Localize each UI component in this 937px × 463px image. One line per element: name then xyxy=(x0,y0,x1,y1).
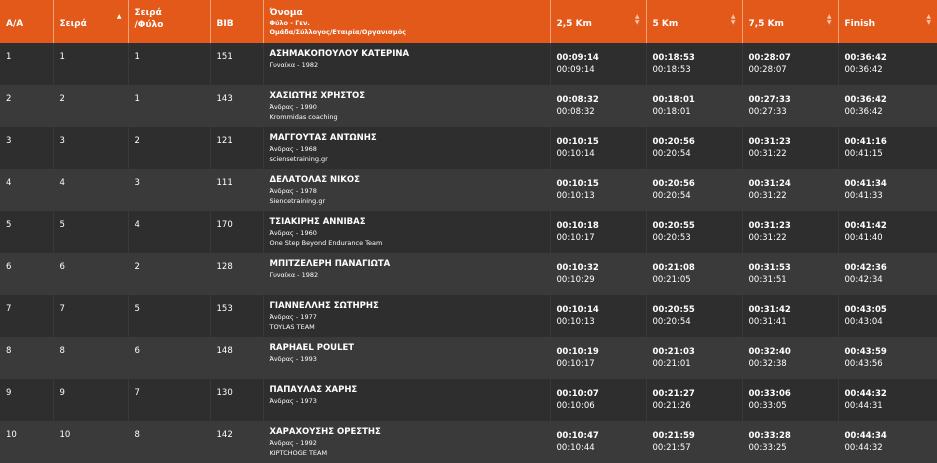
cell-finish: 00:41:42 00:41:40 xyxy=(838,211,937,253)
cell-aa: 6 xyxy=(0,253,53,295)
cell-split-5: 00:21:03 00:21:01 xyxy=(646,337,742,379)
cell-finish: 00:42:36 00:42:34 xyxy=(838,253,937,295)
sort-icon: ▲ ▼ xyxy=(730,13,736,26)
cell-name: ΧΑΣΙΩΤΗΣ ΧΡΗΣΤΟΣ Άνδρας - 1990 Krommidas coaching xyxy=(263,85,550,127)
col-header-km25[interactable]: 2,5 Km ▲ ▼ xyxy=(550,0,646,43)
cell-finish: 00:36:42 00:36:42 xyxy=(838,43,937,85)
cell-aa: 5 xyxy=(0,211,53,253)
table-row[interactable] xyxy=(0,337,937,379)
header-row xyxy=(0,0,937,43)
cell-seira-fylo: 7 xyxy=(128,379,210,421)
cell-split-75: 00:31:23 00:31:22 xyxy=(742,211,838,253)
cell-split-75: 00:27:33 00:27:33 xyxy=(742,85,838,127)
cell-split-75: 00:33:28 00:33:25 xyxy=(742,421,838,463)
cell-seira: 8 xyxy=(53,337,128,379)
sort-asc-icon: ▲ xyxy=(116,13,122,20)
cell-aa: 10 xyxy=(0,421,53,463)
cell-split-5: 00:18:01 00:18:01 xyxy=(646,85,742,127)
cell-finish: 00:43:05 00:43:04 xyxy=(838,295,937,337)
cell-seira: 1 xyxy=(53,43,128,85)
runner-name[interactable]: ΧΑΡΑΧΟΥΣΗΣ ΟΡΕΣΤΗΣ xyxy=(269,427,381,437)
cell-split-25: 00:10:15 00:10:14 xyxy=(550,127,646,169)
cell-split-5: 00:18:53 00:18:53 xyxy=(646,43,742,85)
cell-split-25: 00:10:07 00:10:06 xyxy=(550,379,646,421)
cell-split-25: 00:09:14 00:09:14 xyxy=(550,43,646,85)
cell-seira: 6 xyxy=(53,253,128,295)
cell-finish: 00:44:32 00:44:31 xyxy=(838,379,937,421)
cell-finish: 00:43:59 00:43:56 xyxy=(838,337,937,379)
cell-split-75: 00:31:42 00:31:41 xyxy=(742,295,838,337)
runner-name[interactable]: ΜΑΓΓΟΥΤΑΣ ΑΝΤΩΝΗΣ xyxy=(269,133,377,143)
cell-seira-fylo: 8 xyxy=(128,421,210,463)
runner-name[interactable]: RAPHAEL POULET xyxy=(269,343,355,353)
col-header-seira[interactable]: Σειρά ▲ xyxy=(53,0,128,43)
col-header-seira-fylo[interactable]: Σειρά /Φύλο xyxy=(128,0,210,43)
cell-name: ΤΣΙΑΚΙΡΗΣ ΑΝΝΙΒΑΣ Άνδρας - 1960 One Step Beyond Endurance Team xyxy=(263,211,550,253)
cell-split-25: 00:10:14 00:10:13 xyxy=(550,295,646,337)
cell-name: ΧΑΡΑΧΟΥΣΗΣ ΟΡΕΣΤΗΣ Άνδρας - 1992 KIPTCHOGE TEAM xyxy=(263,421,550,463)
cell-split-75: 00:32:40 00:32:38 xyxy=(742,337,838,379)
col-header-aa[interactable]: Α/Α xyxy=(0,0,53,43)
cell-bib: 121 xyxy=(210,127,263,169)
cell-aa: 4 xyxy=(0,169,53,211)
cell-seira: 4 xyxy=(53,169,128,211)
cell-bib: 170 xyxy=(210,211,263,253)
cell-split-5: 00:20:56 00:20:54 xyxy=(646,169,742,211)
table-row[interactable] xyxy=(0,169,937,211)
cell-split-25: 00:10:32 00:10:29 xyxy=(550,253,646,295)
col-header-name[interactable]: Όνομα Φύλο - Γεν. Ομάδα/Σύλλογος/Εταιρία/Οργανισμός xyxy=(263,0,550,43)
sort-icon: ▲ ▼ xyxy=(926,13,931,26)
table-row[interactable] xyxy=(0,211,937,253)
runner-name[interactable]: ΔΕΛΑΤΟΛΑΣ ΝΙΚΟΣ xyxy=(269,175,360,185)
runner-name[interactable]: ΓΙΑΝΝΕΛΛΗΣ ΣΩΤΗΡΗΣ xyxy=(269,301,379,311)
cell-finish: 00:44:34 00:44:32 xyxy=(838,421,937,463)
cell-split-75: 00:31:53 00:31:51 xyxy=(742,253,838,295)
runner-name[interactable]: ΜΠΙΤΖΕΛΕΡΗ ΠΑΝΑΓΙΩΤΑ xyxy=(269,259,391,269)
runner-name[interactable]: ΤΣΙΑΚΙΡΗΣ ΑΝΝΙΒΑΣ xyxy=(269,217,366,227)
cell-name: ΜΑΓΓΟΥΤΑΣ ΑΝΤΩΝΗΣ Άνδρας - 1968 sciensetraining.gr xyxy=(263,127,550,169)
cell-aa: 1 xyxy=(0,43,53,85)
cell-bib: 142 xyxy=(210,421,263,463)
cell-split-5: 00:21:27 00:21:26 xyxy=(646,379,742,421)
cell-split-75: 00:31:23 00:31:22 xyxy=(742,127,838,169)
cell-seira: 10 xyxy=(53,421,128,463)
cell-seira-fylo: 5 xyxy=(128,295,210,337)
runner-name[interactable]: ΠΑΠΑΥΛΑΣ ΧΑΡΗΣ xyxy=(269,385,358,395)
cell-name: RAPHAEL POULET Άνδρας - 1993 xyxy=(263,337,550,379)
table-row[interactable] xyxy=(0,85,937,127)
col-header-km5[interactable]: 5 Km ▲ ▼ xyxy=(646,0,742,43)
cell-split-75: 00:33:06 00:33:05 xyxy=(742,379,838,421)
cell-split-5: 00:20:55 00:20:53 xyxy=(646,211,742,253)
cell-finish: 00:41:34 00:41:33 xyxy=(838,169,937,211)
col-header-finish[interactable]: Finish ▲ ▼ xyxy=(838,0,937,43)
cell-aa: 3 xyxy=(0,127,53,169)
cell-name: ΑΣΗΜΑΚΟΠΟΥΛΟΥ ΚΑΤΕΡΙΝΑ Γυναίκα - 1982 xyxy=(263,43,550,85)
cell-aa: 8 xyxy=(0,337,53,379)
cell-aa: 9 xyxy=(0,379,53,421)
cell-bib: 151 xyxy=(210,43,263,85)
cell-bib: 128 xyxy=(210,253,263,295)
cell-seira-fylo: 3 xyxy=(128,169,210,211)
cell-bib: 153 xyxy=(210,295,263,337)
cell-split-5: 00:21:59 00:21:57 xyxy=(646,421,742,463)
cell-aa: 2 xyxy=(0,85,53,127)
cell-split-5: 00:20:55 00:20:54 xyxy=(646,295,742,337)
cell-split-75: 00:28:07 00:28:07 xyxy=(742,43,838,85)
cell-split-5: 00:20:56 00:20:54 xyxy=(646,127,742,169)
sort-icon: ▲ ▼ xyxy=(634,13,640,26)
cell-bib: 111 xyxy=(210,169,263,211)
cell-split-25: 00:10:47 00:10:44 xyxy=(550,421,646,463)
cell-seira-fylo: 2 xyxy=(128,253,210,295)
cell-bib: 148 xyxy=(210,337,263,379)
cell-seira: 9 xyxy=(53,379,128,421)
cell-name: ΠΑΠΑΥΛΑΣ ΧΑΡΗΣ Άνδρας - 1973 xyxy=(263,379,550,421)
cell-split-5: 00:21:08 00:21:05 xyxy=(646,253,742,295)
table-row[interactable] xyxy=(0,253,937,295)
cell-seira-fylo: 6 xyxy=(128,337,210,379)
runner-name[interactable]: ΧΑΣΙΩΤΗΣ ΧΡΗΣΤΟΣ xyxy=(269,91,366,101)
table-row[interactable] xyxy=(0,127,937,169)
cell-seira-fylo: 1 xyxy=(128,85,210,127)
cell-seira-fylo: 2 xyxy=(128,127,210,169)
cell-finish: 00:41:16 00:41:15 xyxy=(838,127,937,169)
cell-name: ΔΕΛΑΤΟΛΑΣ ΝΙΚΟΣ Άνδρας - 1978 Siencetraining.gr xyxy=(263,169,550,211)
runner-name[interactable]: ΑΣΗΜΑΚΟΠΟΥΛΟΥ ΚΑΤΕΡΙΝΑ xyxy=(269,49,410,59)
cell-seira: 3 xyxy=(53,127,128,169)
cell-split-25: 00:10:19 00:10:17 xyxy=(550,337,646,379)
cell-split-75: 00:31:24 00:31:22 xyxy=(742,169,838,211)
sort-icon: ▲ ▼ xyxy=(826,13,832,26)
table-row[interactable] xyxy=(0,43,937,85)
table-row[interactable] xyxy=(0,295,937,337)
cell-split-25: 00:10:18 00:10:17 xyxy=(550,211,646,253)
cell-bib: 130 xyxy=(210,379,263,421)
cell-seira-fylo: 4 xyxy=(128,211,210,253)
cell-split-25: 00:10:15 00:10:13 xyxy=(550,169,646,211)
col-header-bib[interactable]: BIB xyxy=(210,0,263,43)
table-row[interactable] xyxy=(0,379,937,421)
col-header-km75[interactable]: 7,5 Km ▲ ▼ xyxy=(742,0,838,43)
table-row[interactable] xyxy=(0,421,937,463)
cell-split-25: 00:08:32 00:08:32 xyxy=(550,85,646,127)
cell-seira: 5 xyxy=(53,211,128,253)
cell-bib: 143 xyxy=(210,85,263,127)
cell-seira: 2 xyxy=(53,85,128,127)
cell-seira: 7 xyxy=(53,295,128,337)
cell-seira-fylo: 1 xyxy=(128,43,210,85)
cell-name: ΜΠΙΤΖΕΛΕΡΗ ΠΑΝΑΓΙΩΤΑ Γυναίκα - 1982 xyxy=(263,253,550,295)
cell-name: ΓΙΑΝΝΕΛΛΗΣ ΣΩΤΗΡΗΣ Άνδρας - 1977 TOYLAS TEAM xyxy=(263,295,550,337)
cell-aa: 7 xyxy=(0,295,53,337)
cell-finish: 00:36:42 00:36:42 xyxy=(838,85,937,127)
